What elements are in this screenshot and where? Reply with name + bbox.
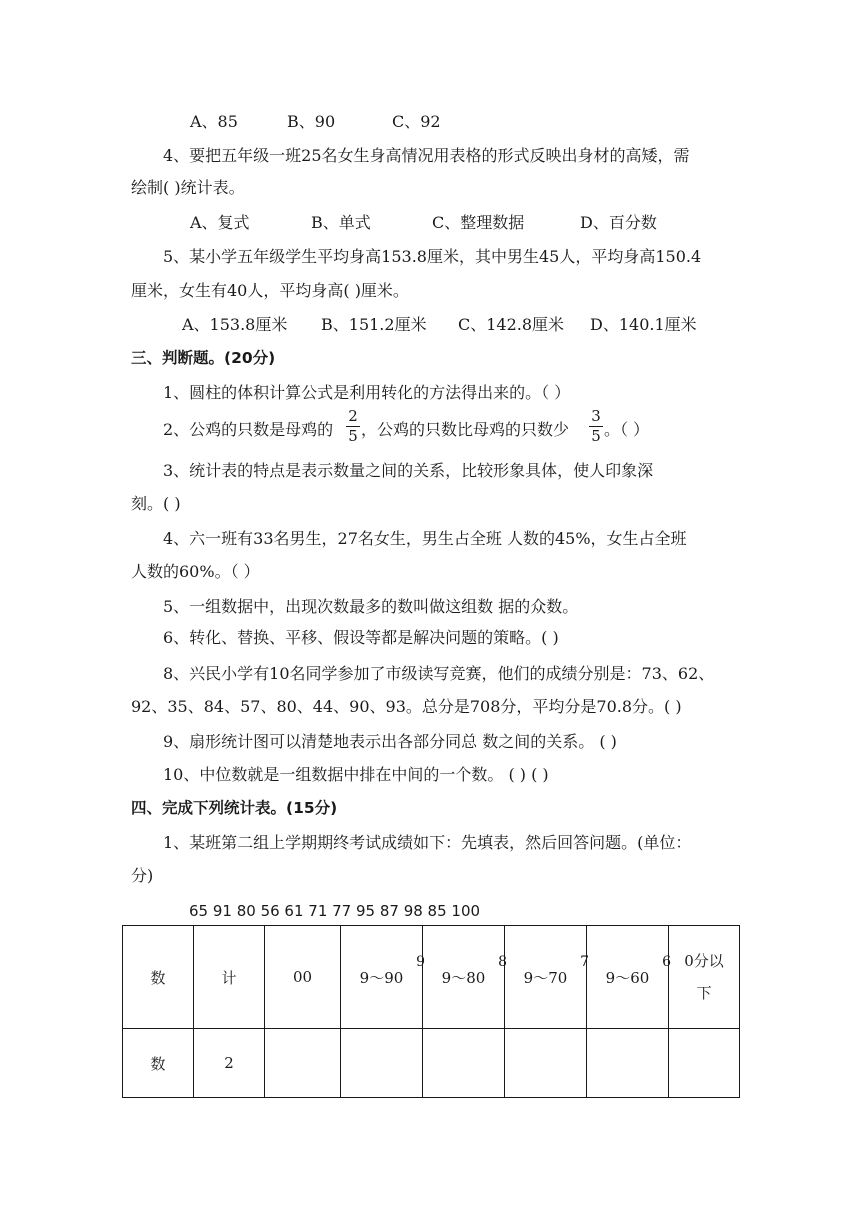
clipped-digit: 8	[498, 954, 507, 970]
q5-line2: 厘米，女生有40人，平均身高( )厘米。	[131, 281, 409, 300]
table-cell: 2	[194, 1029, 265, 1098]
score-statistics-table	[122, 925, 740, 1098]
range-label: 9～60	[605, 968, 650, 987]
judge-item-3-line2: 刻。( )	[131, 494, 181, 513]
table-header-row	[123, 926, 740, 1029]
judge-item-10: 10、中位数就是一组数据中排在中间的一个数。 ( ) ( )	[163, 765, 549, 784]
fraction-three-fifths	[589, 408, 603, 445]
table-cell[interactable]	[669, 1029, 740, 1098]
judge-item-2-part1: 2、公鸡的只数是母鸡的	[163, 420, 334, 439]
table-cell	[587, 926, 669, 1029]
clipped-digit: 9	[416, 954, 425, 970]
table-cell: 计	[194, 926, 265, 1029]
fraction-numerator: 3	[591, 407, 601, 425]
table-cell	[505, 926, 587, 1029]
judge-item-4-line1: 4、六一班有33名男生，27名女生，男生占全班 人数的45%，女生占全班	[163, 529, 687, 548]
q5-option-c: C、142.8厘米	[458, 315, 565, 334]
table-cell[interactable]	[505, 1029, 587, 1098]
judge-item-2-part3: 。（ ）	[604, 420, 650, 439]
table-cell	[423, 926, 505, 1029]
judge-item-1: 1、圆柱的体积计算公式是利用转化的方法得出来的。（ ）	[163, 383, 571, 402]
judge-item-5: 5、一组数据中，出现次数最多的数叫做这组数 据的众数。	[163, 597, 579, 616]
table-cell[interactable]	[587, 1029, 669, 1098]
q4-option-c: C、整理数据	[432, 213, 525, 232]
q5-option-a: A、153.8厘米	[182, 315, 288, 334]
q5-line1: 5、某小学五年级学生平均身高153.8厘米，其中男生45人，平均身高150.4	[163, 247, 702, 266]
judge-item-6: 6、转化、替换、平移、假设等都是解决问题的策略。( )	[163, 628, 559, 647]
table-cell[interactable]	[341, 1029, 423, 1098]
fraction-denominator: 5	[591, 427, 601, 445]
table-cell: 数	[123, 926, 194, 1029]
table-row	[123, 1029, 740, 1098]
judge-item-8-line2: 92、35、84、57、80、44、90、93。总分是708分，平均分是70.8分。( )	[131, 697, 682, 716]
q4-line2: 绘制( )统计表。	[131, 178, 245, 197]
score-list: 65 91 80 56 61 71 77 95 87 98 85 100	[189, 902, 481, 920]
range-label: 9～70	[523, 968, 568, 987]
judge-item-9: 9、扇形统计图可以清楚地表示出各部分同总 数之间的关系。 ( )	[163, 732, 617, 751]
clipped-digit: 7	[580, 954, 589, 970]
range-label: 9～90	[359, 968, 404, 987]
q4-option-a: A、复式	[190, 213, 250, 232]
section-3-title: 三、判断题。(20分)	[131, 349, 276, 367]
q5-option-d: D、140.1厘米	[590, 315, 697, 334]
q3-option-a: A、85	[190, 112, 238, 131]
s4-question-1-line1: 1、某班第二组上学期期终考试成绩如下：先填表，然后回答问题。(单位：	[163, 833, 692, 852]
judge-item-4-line2: 人数的60%。（ ）	[131, 562, 260, 581]
q4-option-b: B、单式	[311, 213, 371, 232]
q4-option-d: D、百分数	[580, 213, 657, 232]
table-cell	[341, 926, 423, 1029]
judge-item-3-line1: 3、统计表的特点是表示数量之间的关系，比较形象具体，使人印象深	[163, 461, 654, 480]
clipped-digit: 6	[662, 954, 671, 970]
q4-line1: 4、要把五年级一班25名女生身高情况用表格的形式反映出身材的高矮，需	[163, 146, 690, 165]
table-cell[interactable]	[423, 1029, 505, 1098]
s4-question-1-line2: 分)	[131, 866, 154, 885]
table-cell: 0分以下	[669, 926, 740, 1029]
q5-option-b: B、151.2厘米	[321, 315, 427, 334]
table-cell: 数	[123, 1029, 194, 1098]
fraction-denominator: 5	[348, 427, 358, 445]
fraction-numerator: 2	[348, 407, 358, 425]
section-4-title: 四、完成下列统计表。(15分)	[131, 799, 338, 817]
q3-option-b: B、90	[287, 112, 336, 131]
q3-option-c: C、92	[392, 112, 441, 131]
fraction-two-fifths	[346, 408, 360, 445]
judge-item-8-line1: 8、兴民小学有10名同学参加了市级读写竞赛，他们的成绩分别是：73、62、	[163, 664, 715, 683]
table-cell[interactable]	[265, 1029, 341, 1098]
judge-item-2-part2: ，公鸡的只数比母鸡的只数少	[361, 420, 570, 439]
table-cell: 00	[265, 926, 341, 1029]
range-label: 9～80	[441, 968, 486, 987]
